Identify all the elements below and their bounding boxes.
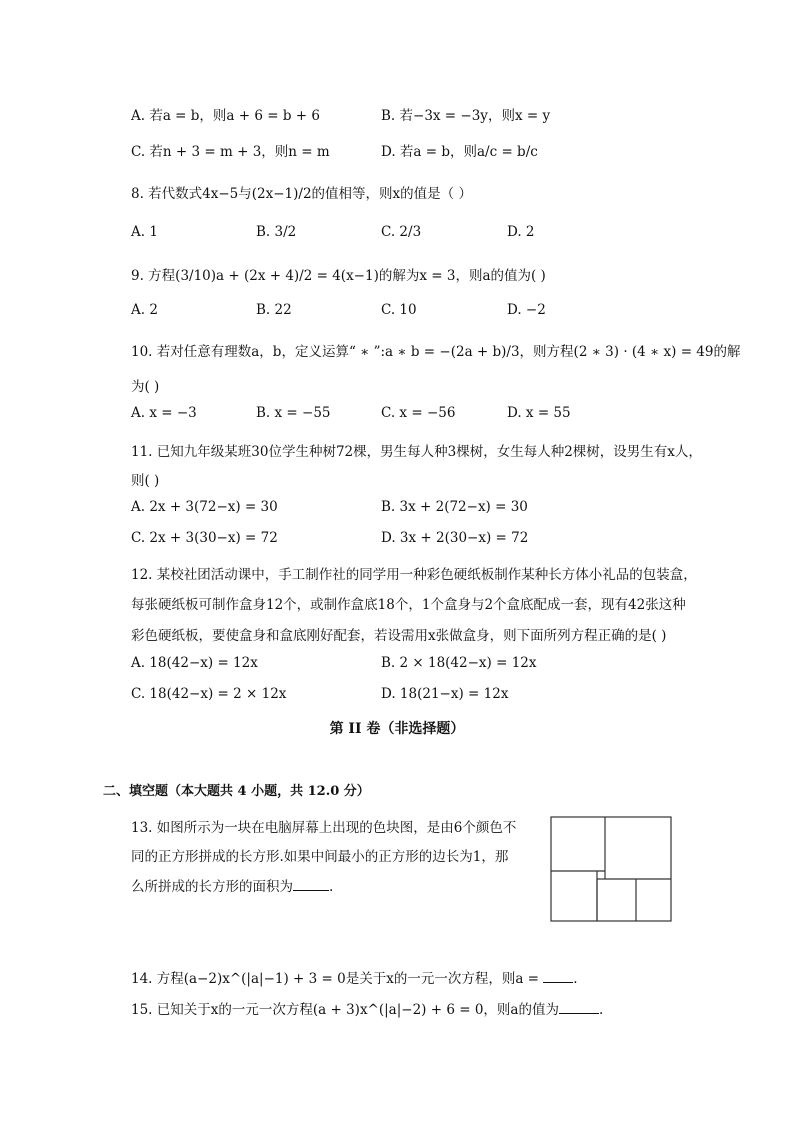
q13-square-tiling-figure xyxy=(548,814,674,924)
q13-answer-blank[interactable] xyxy=(293,878,329,891)
q10-option-b: B. x = −55 xyxy=(256,405,331,421)
figure-outer-rectangle xyxy=(551,817,671,921)
q9-option-b: B. 22 xyxy=(256,302,292,318)
q10-option-a: A. x = −3 xyxy=(131,405,197,421)
q10-option-d: D. x = 55 xyxy=(507,405,571,421)
q15-answer-blank[interactable] xyxy=(559,1001,599,1014)
q12-option-b: B. 2 × 18(42−x) = 12x xyxy=(381,655,537,671)
part2-title: 第 II 卷（非选择题） xyxy=(329,721,465,737)
q7-option-c: C. 若n + 3 = m + 3，则n = m xyxy=(131,144,330,160)
q9-option-c: C. 10 xyxy=(381,302,417,318)
q11-option-b: B. 3x + 2(72−x) = 30 xyxy=(381,499,528,515)
q11-option-d: D. 3x + 2(30−x) = 72 xyxy=(381,530,529,546)
q13-line3-end: . xyxy=(329,879,334,895)
q10-stem-line1: 10. 若对任意有理数a，b，定义运算“ ∗ ”:a ∗ b = −(2a + b)/3，则方程(2 ∗ 3) · (4 ∗ x) = 49的解 xyxy=(131,344,741,360)
q9-stem: 9. 方程(3/10)a + (2x + 4)/2 = 4(x−1)的解为x = 3，则a的值为( ) xyxy=(131,268,546,284)
q13-line2: 同的正方形拼成的长方形.如果中间最小的正方形的边长为1，那 xyxy=(131,849,509,865)
q14-answer-blank[interactable] xyxy=(543,970,573,983)
q15-text: 15. 已知关于x的一元一次方程(a + 3)x^(|a|−2) + 6 = 0，则a的值为 xyxy=(131,1002,559,1018)
q8-option-d: D. 2 xyxy=(507,224,535,240)
q13-line3-text: 么所拼成的长方形的面积为 xyxy=(131,879,293,895)
section2-heading: 二、填空题（本大题共 4 小题，共 12.0 分） xyxy=(103,784,370,799)
q10-option-c: C. x = −56 xyxy=(381,405,456,421)
q13-line1: 13. 如图所示为一块在电脑屏幕上出现的色块图，是由6个颜色不 xyxy=(131,820,517,836)
q11-stem-line1: 11. 已知九年级某班30位学生种树72棵，男生每人种3棵树，女生每人种2棵树，设男生有x人， xyxy=(131,444,702,460)
q7-option-b: B. 若−3x = −3y，则x = y xyxy=(381,108,551,124)
q7-option-a: A. 若a = b，则a + 6 = b + 6 xyxy=(131,108,320,124)
q12-stem-line2: 每张硬纸板可制作盒身12个，或制作盒底18个，1个盒身与2个盒底配成一套，现有42张这种 xyxy=(131,597,686,613)
q10-stem-line2: 为( ) xyxy=(131,379,160,395)
q12-option-a: A. 18(42−x) = 12x xyxy=(131,655,258,671)
q14-text: 14. 方程(a−2)x^(|a|−1) + 3 = 0是关于x的一元一次方程，则a = xyxy=(131,971,544,987)
q14-line xyxy=(131,967,578,987)
q15-line xyxy=(131,998,603,1018)
q15-end: . xyxy=(598,1002,604,1018)
q7-option-d: D. 若a = b，则a/c = b/c xyxy=(381,144,538,160)
q12-option-d: D. 18(21−x) = 12x xyxy=(381,686,509,702)
q12-stem-line3: 彩色硬纸板，要使盒身和盒底刚好配套，若设需用x张做盒身，则下面所列方程正确的是( ) xyxy=(131,628,667,644)
q8-option-c: C. 2/3 xyxy=(381,224,422,240)
q12-stem-line1: 12. 某校社团活动课中，手工制作社的同学用一种彩色硬纸板制作某种长方体小礼品的包装盒， xyxy=(131,567,697,583)
q12-option-c: C. 18(42−x) = 2 × 12x xyxy=(131,686,287,702)
q13-line3 xyxy=(131,875,333,895)
q9-option-d: D. −2 xyxy=(507,302,546,318)
q8-option-b: B. 3/2 xyxy=(256,224,297,240)
q8-stem: 8. 若代数式4x−5与(2x−1)/2的值相等，则x的值是（ ） xyxy=(131,186,472,202)
q9-option-a: A. 2 xyxy=(131,302,158,318)
q8-option-a: A. 1 xyxy=(131,224,158,240)
q11-option-a: A. 2x + 3(72−x) = 30 xyxy=(131,499,278,515)
q11-stem-line2: 则( ) xyxy=(131,473,160,489)
q14-end: . xyxy=(573,971,578,987)
q11-option-c: C. 2x + 3(30−x) = 72 xyxy=(131,530,278,546)
